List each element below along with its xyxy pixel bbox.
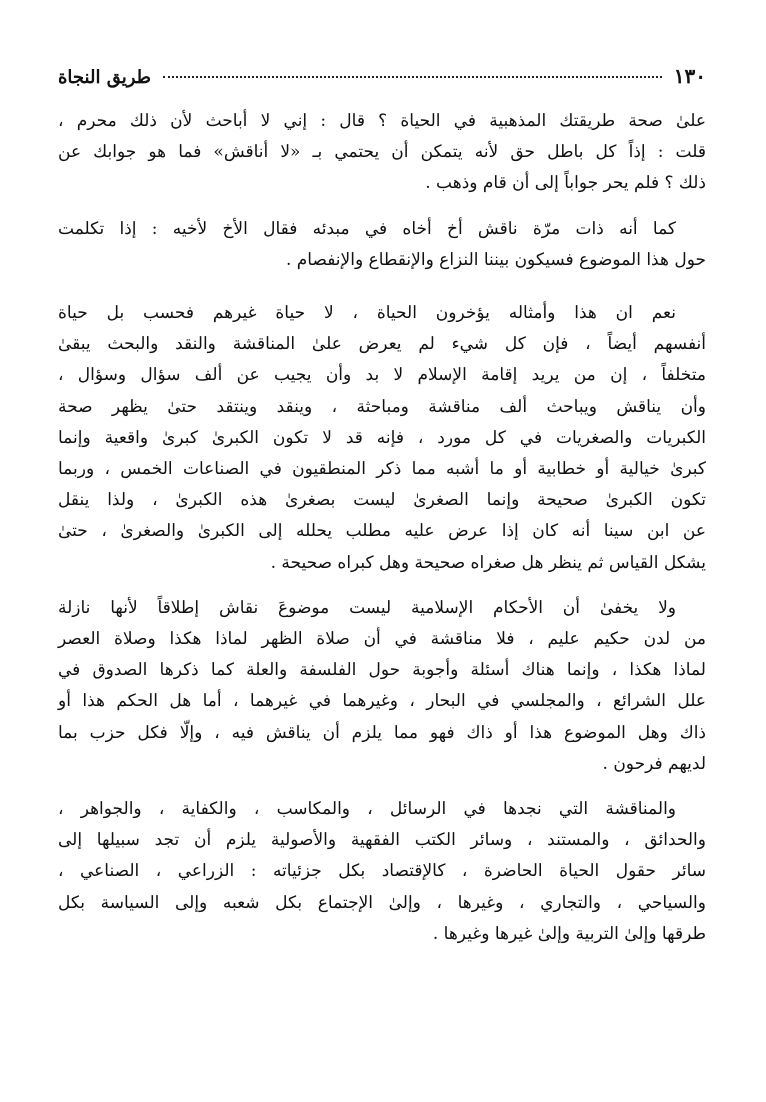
text-line: لماذا هكذا ، وإنما هناك أسئلة وأجوبة حول الفلسفة والعلة كما ذكرها الصدوق في [58, 660, 706, 681]
paragraph-4 [58, 593, 706, 780]
text-line: من لدن حكيم عليم ، فلا مناقشة في أن صلاة الظهر لماذا هكذا وصلاة العصر [58, 629, 706, 650]
text-line: الكبريات والصغريات في كل مورد ، فإنه قد لا تكون الكبرىٰ كبرىٰ واقعية وإنما [58, 427, 706, 448]
paragraph-5 [58, 794, 706, 950]
text-line: كما أنه ذات مرّة ناقش أخ أخاه في مبدئه فقال الأخ لأخيه : إذا تكلمت [58, 218, 676, 239]
text-line: ولا يخفىٰ أن الأحكام الإسلامية ليست موضوعَ نقاش إطلاقاً لأنها نازلة [58, 597, 676, 618]
running-header [58, 64, 706, 98]
text-line: ذاك وهل الموضوع هذا أو ذاك فهو مما يلزم أن يناقش فيه ، وإلّا فكل حزب بما [58, 722, 706, 743]
paragraph-1 [58, 106, 706, 200]
text-line: لديهم فرحون . [602, 753, 706, 774]
text-line: كبرىٰ خيالية أو خطابية أو ما أشبه مما ذكر المنطقيون في الصناعات الخمس ، وربما [58, 459, 706, 480]
text-line: حول هذا الموضوع فسيكون بيننا النزاع والإنقطاع والإنفصام . [285, 249, 706, 270]
text-line: علل الشرائع ، والمجلسي في البحار ، وغيرهما في غيرهما ، أما هل الحكم هذا أو [58, 691, 706, 712]
page-number: ١٣٠ [673, 64, 706, 88]
text-line: أنفسهم أيضاً ، فإن كل شيء لم يعرض علىٰ المناقشة والنقد والبحث يبقىٰ [58, 334, 706, 355]
text-line: قلت : إذاً كل باطل حق لأنه يتمكن أن يحتمي بـ «لا أناقش» فما هو جوابك عن [58, 142, 706, 163]
leader-dots [163, 76, 662, 78]
paragraph-2 [58, 214, 706, 276]
text-line: سائر حقول الحياة الحاضرة ، كالإقتصاد بكل جزئياته : الزراعي ، الصناعي ، [58, 861, 706, 882]
running-title: طريق النجاة [58, 67, 151, 88]
text-line: ذلك ؟ فلم يحر جواباً إلى أن قام وذهب . [425, 173, 706, 194]
text-line: يشكل القياس ثم ينظر هل صغراه صحيحة وهل كبراه صحيحة . [270, 552, 706, 573]
text-line: نعم ان هذا وأمثاله يؤخرون الحياة ، لا حياة غيرهم فحسب بل حياة [58, 303, 676, 324]
text-line: والسياحي ، والتجاري ، وغيرها ، وإلىٰ الإجتماع بكل شعبه وإلى السياسة بكل [58, 892, 706, 913]
text-line: علىٰ صحة طريقتك المذهبية في الحياة ؟ قال : إني لا أباحث لأن ذلك محرم ، [58, 111, 706, 131]
text-line: والمناقشة التي نجدها في الرسائل ، والمكاسب ، والكفاية ، والجواهر ، [58, 799, 676, 820]
text-line: عن ابن سينا أنه كان إذا عرض عليه مطلب يحلله إلى الكبرىٰ والصغرىٰ ، حتىٰ [58, 521, 706, 542]
text-line: تكون الكبرىٰ صحيحة وإنما الصغرىٰ ليست بصغرىٰ هذه الكبرىٰ ، ولذا ينقل [58, 490, 706, 511]
text-line: متخلفاً ، إن من يريد إقامة الإسلام لا بد وأن يجيب عن ألف سؤال وسؤال ، [58, 365, 706, 386]
paragraph-3 [58, 298, 706, 579]
text-line: والحدائق ، والمستند ، وسائر الكتب الفقهية والأصولية يلزم أن تجد سبيلها إلى [58, 830, 706, 851]
text-line: طرقها وإلىٰ التربية وإلىٰ غيرها وغيرها . [432, 923, 706, 944]
text-line: وأن يناقش ويباحث ألف مناقشة ومباحثة ، وينقد وينتقد حتىٰ يظهر صحة [58, 396, 706, 417]
